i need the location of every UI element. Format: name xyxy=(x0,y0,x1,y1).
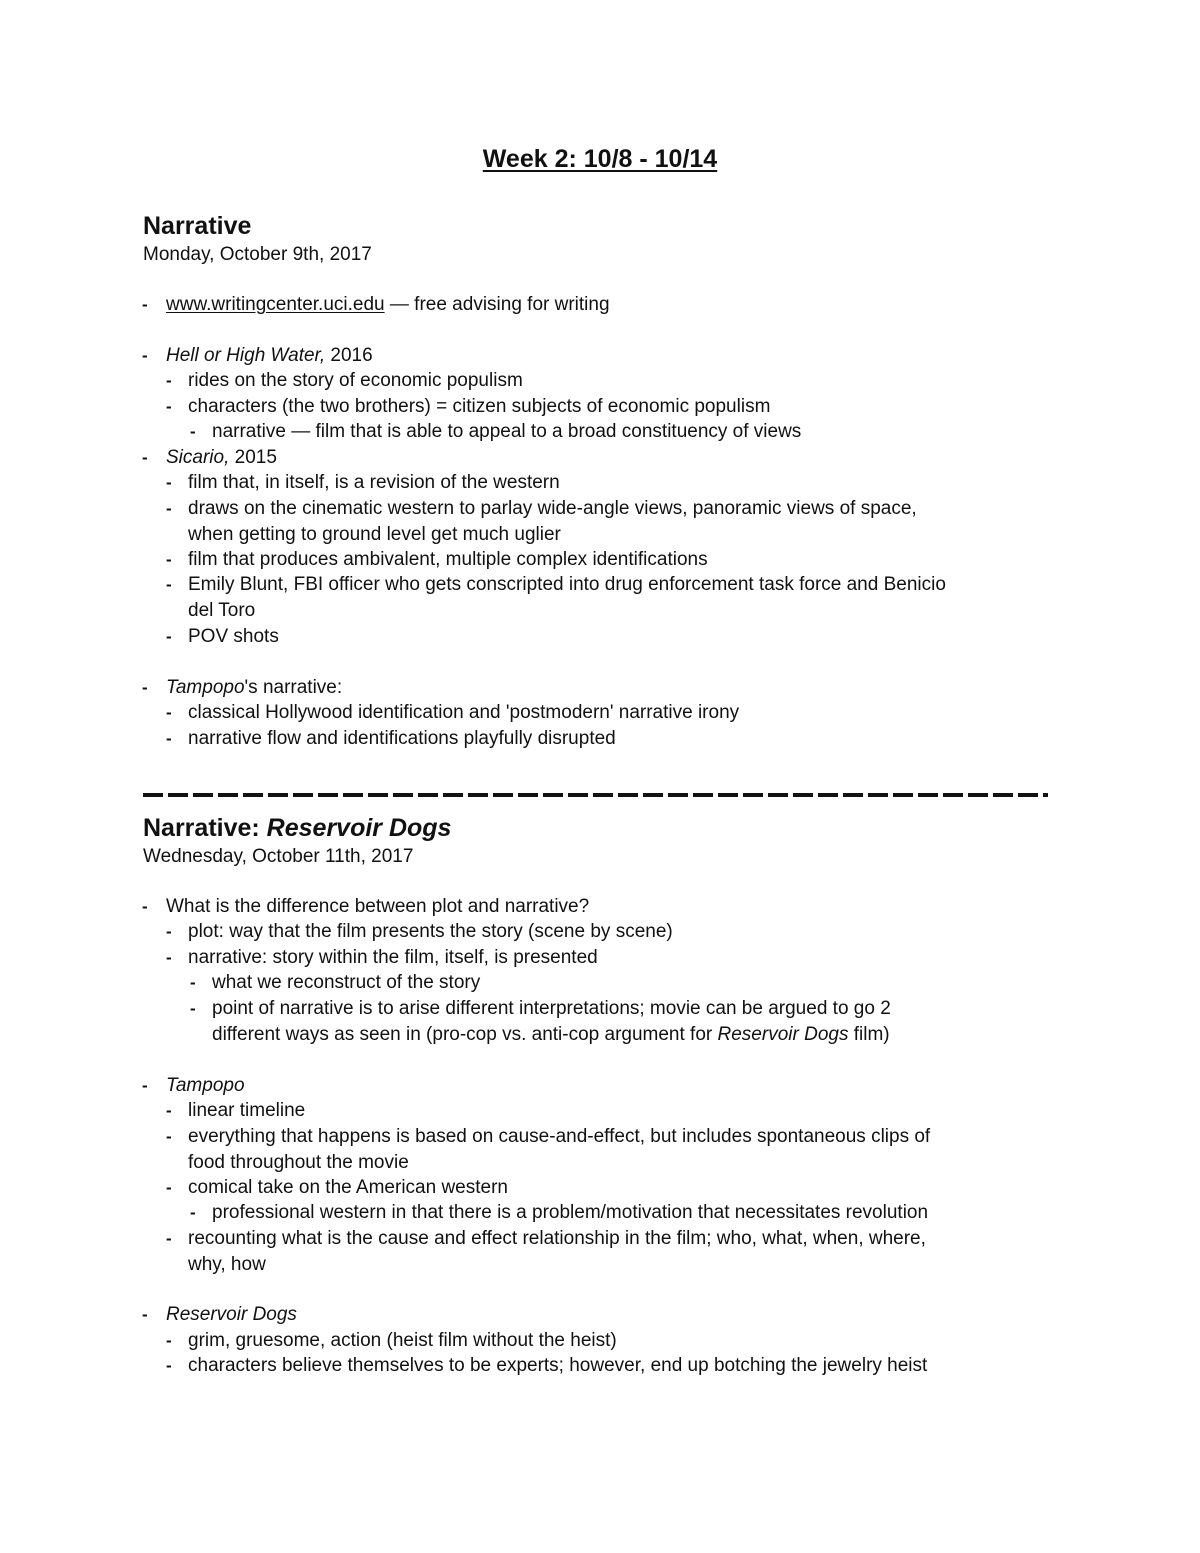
bullet-dash: - xyxy=(166,1356,172,1375)
film-title: Tampopo xyxy=(166,1075,245,1096)
list-item: - film that, in itself, is a revision of the western xyxy=(188,470,1068,496)
list-item: - What is the difference between plot and narrative? xyxy=(166,894,1066,920)
list-item: - recounting what is the cause and effect relationship in the film; who, what, when, where, why, how xyxy=(166,1228,926,1275)
bullet-dash: - xyxy=(142,346,148,365)
list-item: - rides on the story of economic populism xyxy=(188,368,1068,394)
bullet-dash: - xyxy=(142,1076,148,1095)
list-item: - narrative flow and identifications playfully disrupted xyxy=(188,726,1068,752)
bullet-dash: - xyxy=(166,499,172,518)
list-item: - characters believe themselves to be experts; however, end up botching the jewelry heist xyxy=(188,1353,1068,1379)
section-date: Monday, October 9th, 2017 xyxy=(143,244,372,265)
bullet-dash: - xyxy=(142,678,148,697)
bullet-dash: - xyxy=(166,729,172,748)
list-item: - comical take on the American western xyxy=(188,1175,1068,1201)
list-item: - linear timeline xyxy=(188,1098,1068,1124)
bullet-dash: - xyxy=(166,575,172,594)
list-item: - what we reconstruct of the story xyxy=(212,970,1072,996)
bullet-dash: - xyxy=(166,1178,172,1197)
film-title: Hell or High Water, xyxy=(166,345,326,366)
list-item: - classical Hollywood identification and 'postmodern' narrative irony xyxy=(188,700,1068,726)
list-item xyxy=(142,1302,1066,1328)
list-item: - point of narrative is to arise different interpretations; movie can be argued to go 2 different ways as seen in (pro-cop vs. anti-cop argument for Reservoir Dogs film) xyxy=(190,998,891,1045)
bullet-dash: - xyxy=(166,371,172,390)
list-item: - POV shots xyxy=(188,624,1068,650)
list-item: - Sicario, 2015 xyxy=(166,445,1066,471)
bullet-dash: - xyxy=(142,295,148,314)
bullet-dash: - xyxy=(166,473,172,492)
section-divider xyxy=(143,793,1048,797)
list-item: - Hell or High Water, 2016 xyxy=(166,343,1066,369)
bullet-dash: - xyxy=(166,1229,172,1248)
bullet-dash: - xyxy=(166,922,172,941)
bullet-dash: - xyxy=(166,397,172,416)
bullet-dash: - xyxy=(190,973,196,992)
section-date: Wednesday, October 11th, 2017 xyxy=(143,846,414,867)
page-title: Week 2: 10/8 - 10/14 xyxy=(482,145,718,173)
list-item: - plot: way that the film presents the story (scene by scene) xyxy=(188,919,1068,945)
list-item: - grim, gruesome, action (heist film without the heist) xyxy=(188,1328,1068,1354)
list-item: - www.writingcenter.uci.edu — free advising for writing xyxy=(166,292,1066,318)
bullet-dash: - xyxy=(166,1101,172,1120)
list-item: - Tampopo's narrative: xyxy=(166,675,1066,701)
list-item: - draws on the cinematic western to parlay wide-angle views, panoramic views of space, when getting to ground level get much uglier xyxy=(166,498,917,545)
film-title: Tampopo xyxy=(166,677,245,698)
film-title: Reservoir Dogs xyxy=(166,1304,297,1325)
film-title: Sicario, xyxy=(166,447,230,468)
bullet-dash: - xyxy=(142,448,148,467)
list-item: - film that produces ambivalent, multiple complex identifications xyxy=(188,547,1068,573)
bullet-dash: - xyxy=(142,897,148,916)
bullet-dash: - xyxy=(190,1203,196,1222)
section-heading-reservoir-dogs: Narrative: Reservoir Dogs xyxy=(143,814,452,842)
film-title: Reservoir Dogs xyxy=(717,1023,849,1045)
bullet-dash: - xyxy=(166,1127,172,1146)
bullet-dash: - xyxy=(166,627,172,646)
list-item: - Emily Blunt, FBI officer who gets conscripted into drug enforcement task force and Benicio del Toro xyxy=(166,574,946,621)
bullet-dash: - xyxy=(190,999,196,1018)
bullet-dash: - xyxy=(190,422,196,441)
list-item: - professional western in that there is a problem/motivation that necessitates revolution xyxy=(212,1200,1072,1226)
bullet-dash: - xyxy=(166,703,172,722)
bullet-dash: - xyxy=(142,1305,148,1324)
bullet-dash: - xyxy=(166,948,172,967)
list-item xyxy=(142,1073,1066,1099)
bullet-dash: - xyxy=(166,1331,172,1350)
list-item: - narrative: story within the film, itself, is presented xyxy=(188,945,1068,971)
section-heading-narrative: Narrative xyxy=(143,212,252,240)
list-item: - narrative — film that is able to appeal to a broad constituency of views xyxy=(212,419,1072,445)
bullet-dash: - xyxy=(166,550,172,569)
writing-center-link[interactable]: www.writingcenter.uci.edu xyxy=(166,294,385,315)
list-item: - characters (the two brothers) = citizen subjects of economic populism xyxy=(188,394,1068,420)
list-item: - everything that happens is based on cause-and-effect, but includes spontaneous clips of food throughout the movie xyxy=(166,1126,931,1173)
